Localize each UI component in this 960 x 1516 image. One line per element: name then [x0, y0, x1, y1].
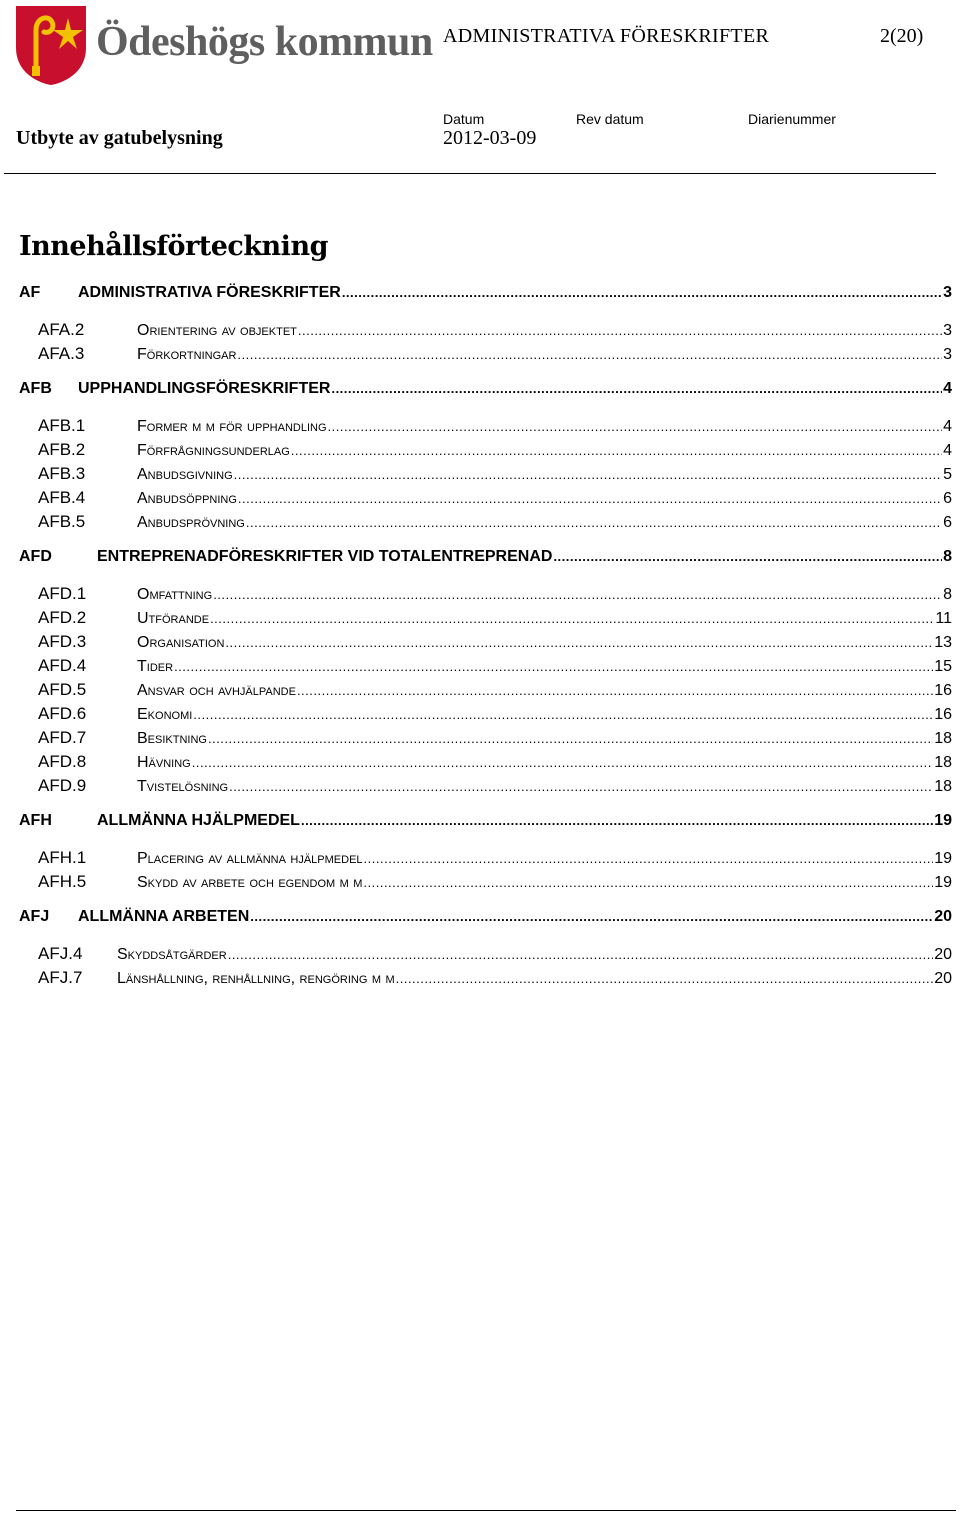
toc-page: 16 [934, 706, 952, 723]
toc-leader [363, 874, 933, 892]
toc-title: Anbudsgivning [137, 466, 233, 483]
toc-code: AFJ.4 [38, 944, 83, 963]
toc-code: AF [19, 284, 41, 301]
toc-title: Anbudsprövning [137, 514, 245, 531]
toc-title: Anbudsöppning [137, 490, 237, 507]
toc-leader [234, 466, 942, 484]
toc-page: 3 [943, 346, 952, 363]
toc-leader [208, 730, 933, 748]
toc-code: AFH [19, 812, 52, 829]
toc-leader [250, 908, 933, 926]
toc-title: Förfrågningsunderlag [137, 442, 290, 459]
coat-of-arms-icon [14, 4, 88, 86]
toc-entry[interactable] [19, 752, 952, 774]
toc-entry[interactable] [19, 848, 952, 870]
toc-page: 3 [943, 284, 952, 301]
toc-page: 20 [934, 946, 952, 963]
toc-entry[interactable] [19, 728, 952, 750]
toc-page: 19 [934, 874, 952, 891]
toc-leader [237, 346, 942, 364]
toc-entry[interactable] [19, 968, 952, 990]
toc-entry[interactable] [19, 680, 952, 702]
toc-title: Besiktning [137, 730, 207, 747]
toc-code: AFB.2 [38, 440, 86, 459]
page-number: 2(20) [880, 25, 924, 47]
toc-title: Omfattning [137, 586, 213, 603]
toc-title: Organisation [137, 634, 225, 651]
toc-code: AFD.4 [38, 656, 87, 675]
toc-title: Hävning [137, 754, 191, 771]
document-title: Utbyte av gatubelysning [16, 127, 223, 149]
toc-entry[interactable] [19, 512, 952, 534]
toc-entry[interactable] [19, 584, 952, 606]
toc-entry[interactable] [19, 284, 952, 306]
toc-entry[interactable] [19, 416, 952, 438]
toc-leader [225, 634, 933, 652]
toc-page: 4 [943, 380, 952, 397]
toc-leader [364, 850, 934, 868]
toc-code: AFD.2 [38, 608, 87, 627]
toc-title: ENTREPRENADFÖRESKRIFTER VID TOTALENTREPRENAD [97, 548, 553, 565]
toc-title: UPPHANDLINGSFÖRESKRIFTER [78, 380, 331, 397]
toc-entry[interactable] [19, 908, 952, 930]
toc-page: 19 [934, 812, 952, 829]
toc-leader [193, 706, 933, 724]
toc-code: AFB.3 [38, 464, 86, 483]
toc-code: AFA.2 [38, 320, 85, 339]
document-date: 2012-03-09 [443, 127, 537, 149]
toc-leader [328, 418, 943, 436]
toc-page: 18 [934, 754, 952, 771]
toc-entry[interactable] [19, 380, 952, 402]
toc-leader [246, 514, 942, 532]
toc-code: AFB.4 [38, 488, 86, 507]
toc-page: 13 [934, 634, 952, 651]
toc-page: 6 [943, 490, 952, 507]
toc-page: 20 [934, 970, 952, 987]
toc-entry[interactable] [19, 944, 952, 966]
toc-code: AFB.1 [38, 416, 86, 435]
toc-code: AFA.3 [38, 344, 85, 363]
toc-entry[interactable] [19, 656, 952, 678]
toc-leader [297, 682, 933, 700]
toc-page: 15 [934, 658, 952, 675]
toc-title: Skydd av arbete och egendom m m [137, 874, 363, 891]
toc-entry[interactable] [19, 608, 952, 630]
toc-heading: Innehållsförteckning [19, 231, 328, 262]
toc-entry[interactable] [19, 872, 952, 894]
toc-page: 20 [934, 908, 952, 925]
toc-entry[interactable] [19, 464, 952, 486]
toc-page: 18 [934, 730, 952, 747]
toc-title: Orientering av objektet [137, 322, 297, 339]
toc-leader [553, 548, 942, 566]
toc-page: 19 [934, 850, 952, 867]
header-divider [4, 173, 936, 174]
toc-leader [331, 380, 942, 398]
toc-leader [229, 778, 933, 796]
toc-title: Former m m för upphandling [137, 418, 327, 435]
toc-entry[interactable] [19, 812, 952, 834]
toc-page: 18 [934, 778, 952, 795]
toc-title: Skyddsåtgärder [117, 946, 227, 963]
toc-leader [301, 812, 933, 830]
toc-leader [228, 946, 934, 964]
toc-page: 8 [943, 586, 952, 603]
toc-page: 3 [943, 322, 952, 339]
toc-entry[interactable] [19, 344, 952, 366]
toc-page: 5 [943, 466, 952, 483]
toc-title: Tider [137, 658, 174, 675]
toc-leader [342, 284, 942, 302]
municipality-logo [14, 4, 433, 88]
toc-title: Tvistelösning [137, 778, 229, 795]
toc-page: 4 [943, 442, 952, 459]
toc-entry[interactable] [19, 488, 952, 510]
toc-page: 4 [943, 418, 952, 435]
toc-entry[interactable] [19, 320, 952, 342]
toc-code: AFD.9 [38, 776, 87, 795]
toc-leader [213, 586, 942, 604]
rev-date-label: Rev datum [576, 111, 644, 127]
toc-code: AFD.6 [38, 704, 87, 723]
toc-code: AFB [19, 380, 52, 397]
toc-code: AFD.3 [38, 632, 87, 651]
toc-entry[interactable] [19, 632, 952, 654]
toc-code: AFH.5 [38, 872, 87, 891]
toc-page: 8 [943, 548, 952, 565]
toc-page: 11 [935, 610, 952, 627]
toc-leader [291, 442, 942, 460]
toc-code: AFJ.7 [38, 968, 83, 987]
toc-leader [238, 490, 942, 508]
toc-leader [210, 610, 934, 628]
date-label: Datum [443, 111, 485, 127]
toc-leader [396, 970, 934, 988]
toc-title: ADMINISTRATIVA FÖRESKRIFTER [78, 284, 341, 301]
toc-entry[interactable] [19, 548, 952, 570]
reg-number-label: Diarienummer [748, 111, 836, 127]
logo-wordmark: Ödeshögs kommun [96, 19, 433, 65]
toc-title: ALLMÄNNA HJÄLPMEDEL [97, 812, 300, 829]
toc-entry[interactable] [19, 776, 952, 798]
toc-code: AFH.1 [38, 848, 87, 867]
document-type: ADMINISTRATIVA FÖRESKRIFTER [443, 25, 770, 47]
toc-leader [298, 322, 942, 340]
toc-title: Utförande [137, 610, 210, 627]
toc-entry[interactable] [19, 704, 952, 726]
toc-entry[interactable] [19, 440, 952, 462]
toc-code: AFD.1 [38, 584, 87, 603]
toc-code: AFD [19, 548, 52, 565]
toc-page: 6 [943, 514, 952, 531]
toc-code: AFD.5 [38, 680, 87, 699]
toc-title: Placering av allmänna hjälpmedel [137, 850, 363, 867]
toc-title: Ansvar och avhjälpande [137, 682, 296, 699]
toc-title: Ekonomi [137, 706, 193, 723]
toc-code: AFD.7 [38, 728, 87, 747]
footer-divider [16, 1510, 956, 1511]
toc-title: Förkortningar [137, 346, 237, 363]
toc-leader [192, 754, 933, 772]
toc-leader [174, 658, 933, 676]
toc-title: Länshållning, renhållning, rengöring m m [117, 970, 395, 987]
toc-page: 16 [934, 682, 952, 699]
toc-code: AFD.8 [38, 752, 87, 771]
toc-code: AFJ [19, 908, 50, 925]
toc-code: AFB.5 [38, 512, 86, 531]
toc-title: ALLMÄNNA ARBETEN [78, 908, 250, 925]
